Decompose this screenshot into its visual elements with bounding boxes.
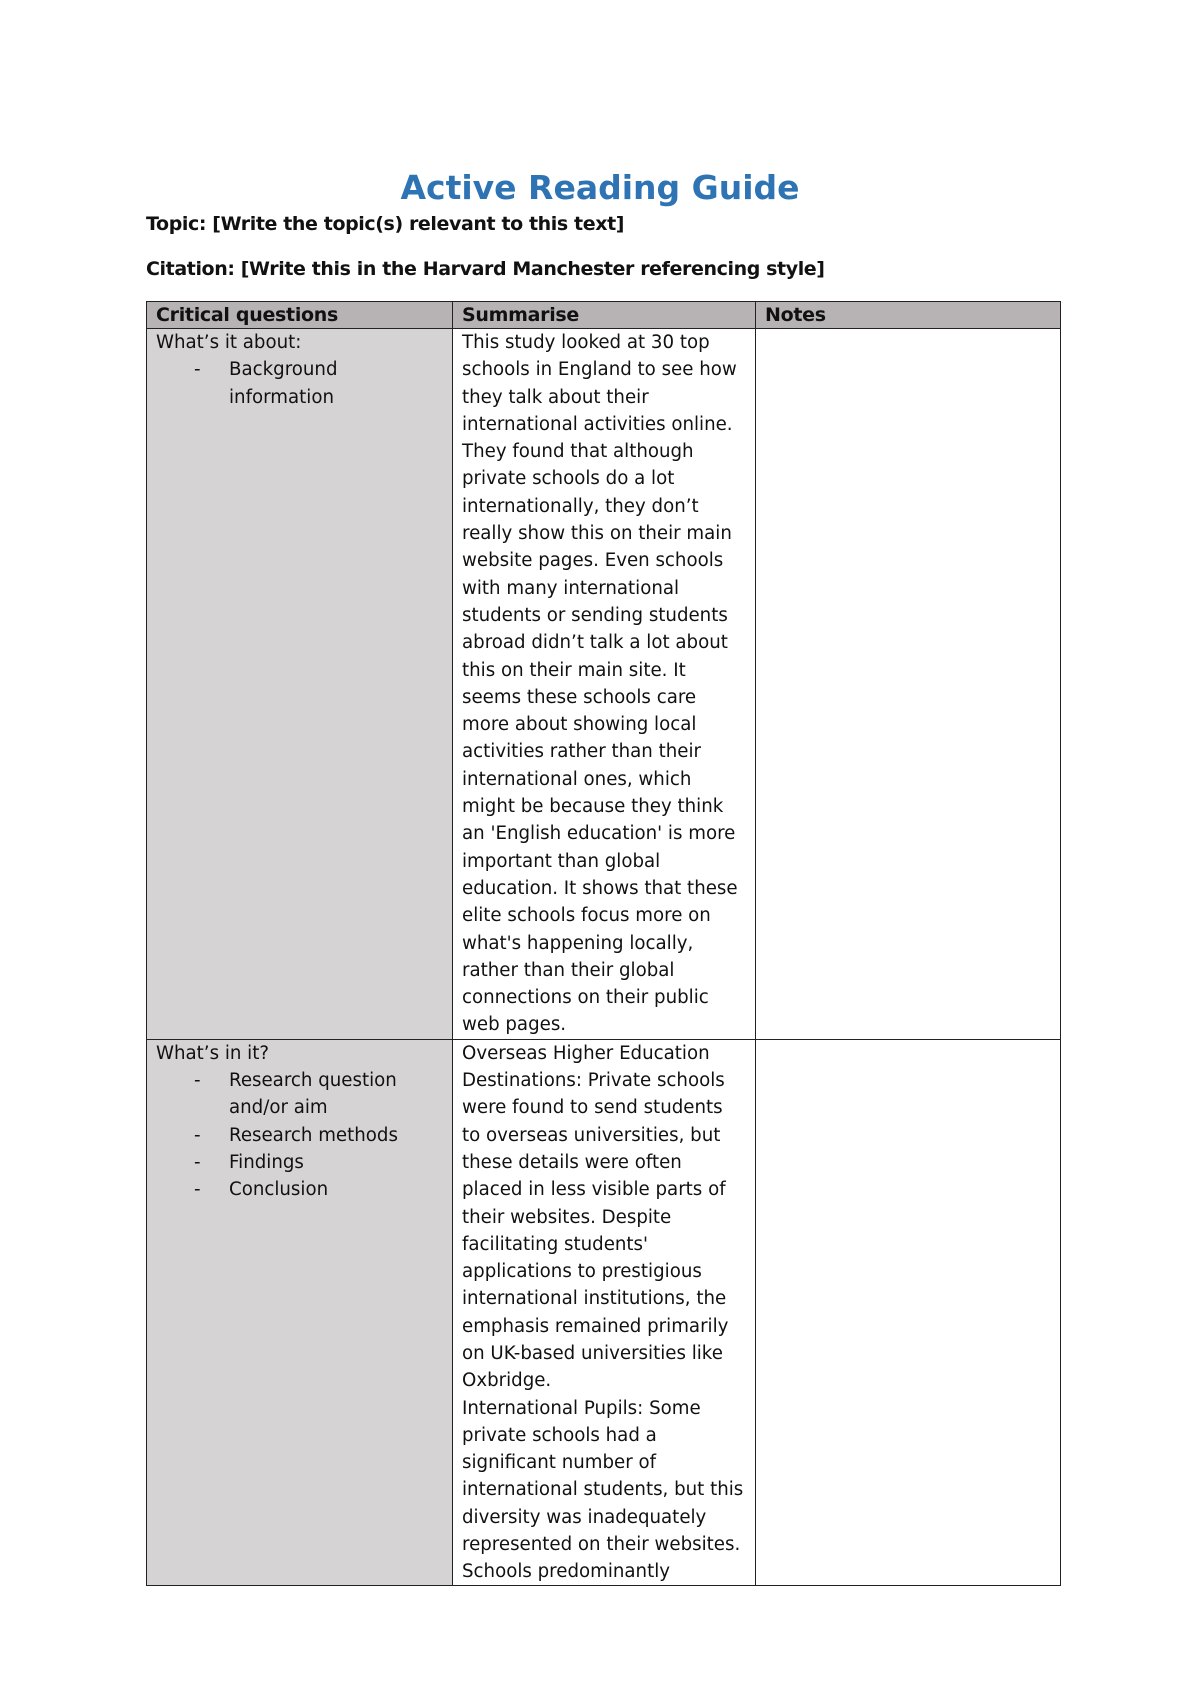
dash-bullet-icon: -: [194, 1151, 201, 1173]
question-heading: What’s it about:: [156, 332, 302, 353]
summary-paragraph: This study looked at 30 top schools in England to see how they talk about their international activities online. They found that although private schools do a lot internationally, they don’t really show this on their main website pages. Even schools with many international students or sending students abroad didn’t talk a lot about this on their main site. It seems these schools care more about showing local activities rather than their international ones, which might be because they think an 'English education' is more important than global education. It shows that these elite schools focus more on what's happening locally, rather than their global connections on their public web pages.: [462, 332, 738, 1036]
header-summarise: Summarise: [453, 302, 756, 329]
bullet-text: Conclusion: [229, 1179, 329, 1201]
bullet-text: Findings: [229, 1151, 304, 1173]
page-title: Active Reading Guide: [400, 168, 800, 207]
table-row: [147, 1039, 1061, 1585]
bullet-text: Background information: [229, 359, 338, 408]
question-bullet: [156, 1149, 443, 1176]
table-header-row: [147, 302, 1061, 329]
bullet-text: Research methods: [229, 1124, 398, 1146]
question-bullet: [156, 1176, 443, 1203]
dash-bullet-icon: -: [194, 359, 201, 381]
summary-cell[interactable]: [453, 1039, 756, 1585]
question-bullet-list: [156, 356, 443, 411]
summary-paragraph: Overseas Higher Education Destinations: Private schools were found to send students to overseas universities, but these details were often placed in less visible parts of their websites. Despite facilitating students' applications to prestigious international institutions, the emphasis remained primarily on UK-based universities like Oxbridge.: [462, 1042, 729, 1392]
summary-cell[interactable]: [453, 329, 756, 1040]
topic-line: Topic: [Write the topic(s) relevant to this text]: [146, 213, 625, 235]
dash-bullet-icon: -: [194, 1179, 201, 1201]
summary-clip: [462, 1040, 746, 1585]
question-bullet: [156, 1122, 443, 1149]
summary-paragraph: International Pupils: Some private schools had a significant number of international students, but this diversity was inadequately represented on their websites. Schools predominantly: [462, 1397, 744, 1583]
question-cell: [147, 1039, 453, 1585]
table-row: [147, 329, 1061, 1040]
question-bullet: [156, 356, 443, 411]
question-heading: What’s in it?: [156, 1042, 270, 1064]
citation-line: Citation: [Write this in the Harvard Manchester referencing style]: [146, 258, 825, 280]
question-bullet-list: [156, 1067, 443, 1203]
header-notes: Notes: [756, 302, 1061, 329]
question-cell: [147, 329, 453, 1040]
reading-guide-table: [146, 301, 1061, 1586]
bullet-text: Research question and/or aim: [229, 1070, 397, 1119]
dash-bullet-icon: -: [194, 1070, 201, 1092]
header-critical-questions: Critical questions: [147, 302, 453, 329]
dash-bullet-icon: -: [194, 1124, 201, 1146]
question-bullet: [156, 1067, 443, 1122]
notes-cell[interactable]: [756, 329, 1061, 1040]
notes-cell[interactable]: [756, 1039, 1061, 1585]
